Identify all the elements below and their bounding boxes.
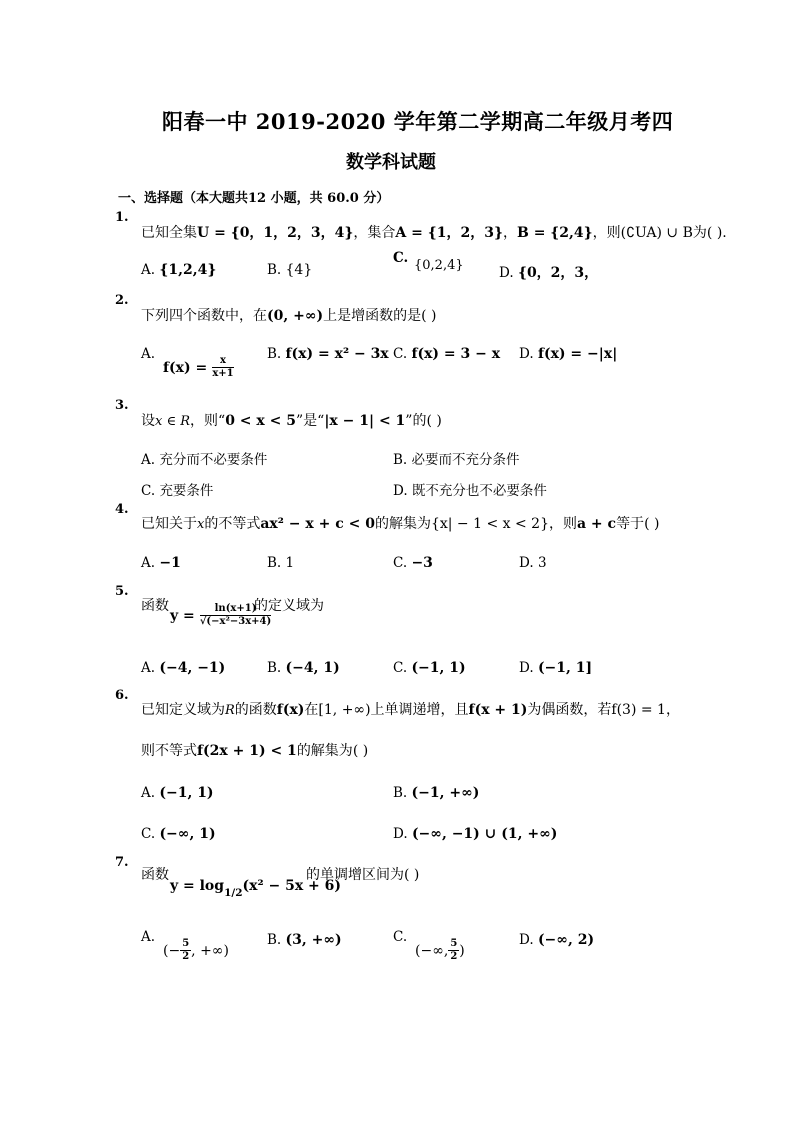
question-stem-tail [306, 864, 419, 884]
option-a-value [163, 939, 229, 962]
option-d [393, 826, 557, 842]
math-expression: B = {2,4} [516, 225, 593, 241]
stem-text: 的函数 [234, 702, 277, 718]
math-expression: ax² − x + c < 0 [260, 516, 375, 532]
math-expression: f(3) = 1 [611, 702, 666, 718]
option-label: B. [393, 785, 408, 801]
fraction-denominator: 2 [182, 951, 190, 962]
option-value: f(x) = x² − 3x [285, 346, 389, 362]
option-value: 必要而不充分条件 [411, 452, 520, 468]
math-expression: (− [163, 943, 181, 959]
option-label: C. [393, 555, 408, 571]
fraction [180, 939, 191, 962]
option-value: −1 [159, 555, 181, 571]
option-label: A. [141, 785, 156, 801]
option-label: A. [141, 555, 156, 571]
math-expression: (∁UA) ∪ B [620, 225, 693, 241]
stem-text: ， [502, 225, 517, 241]
math-expression: x [197, 517, 205, 532]
math-expression: |x − 1| < 1 [324, 413, 406, 429]
option-c [393, 346, 500, 362]
option-b [267, 932, 342, 948]
question-number: 2. [115, 293, 129, 308]
math-expression: a + c [576, 516, 617, 532]
stem-text: 设 [141, 413, 155, 429]
option-value: (−1, 1) [159, 785, 214, 801]
option-label: B. [267, 660, 282, 676]
option-b [267, 555, 294, 571]
option-value: {1,2,4} [159, 262, 217, 278]
option-c [393, 555, 433, 571]
option-label: D. [519, 346, 534, 362]
option-b [393, 448, 520, 468]
log-text: y = log [170, 878, 225, 894]
answer-paren: ( ). [706, 225, 727, 241]
fraction-numerator: 5 [450, 938, 458, 949]
stem-text: 函数 [141, 598, 169, 614]
option-c-value [415, 939, 465, 962]
stem-text: 的不等式 [204, 516, 261, 532]
stem-text: 已知关于 [141, 516, 197, 532]
option-value: {4} [285, 262, 313, 278]
option-b [267, 346, 389, 362]
math-expression: x ∈ R [155, 414, 191, 429]
option-a [141, 660, 225, 676]
math-expression: f(x) = [163, 360, 208, 376]
fraction-denominator: 2 [450, 951, 458, 962]
math-expression: , +∞) [191, 943, 229, 959]
stem-text: 上单调递增，且 [370, 702, 469, 718]
math-expression: f(2x + 1) < 1 [197, 743, 297, 759]
math-expression: [1, +∞) [318, 702, 371, 718]
question-stem [141, 513, 659, 533]
option-value: (−1, 1) [411, 660, 466, 676]
option-label: A. [141, 660, 156, 676]
option-label: B. [267, 555, 282, 571]
fraction [212, 356, 233, 379]
option-value: (−∞, −1) ∪ (1, +∞) [411, 826, 558, 842]
section-heading: 一、选择题（本大题共12 小题，共 60.0 分） [118, 191, 390, 206]
option-label: B. [267, 346, 282, 362]
answer-paren: ( ) [421, 308, 437, 324]
stem-text: 已知全集 [141, 225, 197, 241]
option-d [499, 262, 598, 282]
page-title: 阳春一中 2019-2020 学年第二学期高二年级月考四 [162, 109, 674, 134]
log-base: 1/2 [224, 887, 243, 899]
question-stem [141, 305, 437, 325]
option-value: 1 [285, 555, 295, 571]
option-label: D. [393, 483, 408, 499]
option-d [393, 479, 547, 499]
option-a [141, 448, 267, 468]
fraction-denominator: √(−x²−3x+4) [199, 616, 272, 627]
stem-text: 的解集为 [296, 743, 353, 759]
stem-text: ，则“ [190, 413, 226, 429]
option-label: D. [519, 555, 534, 571]
answer-paren: ( ) [352, 743, 369, 759]
question-number: 7. [115, 855, 129, 870]
stem-text: ，则 [548, 516, 577, 532]
stem-text: ”的 [405, 413, 427, 429]
option-label: A. [141, 262, 156, 278]
fraction-numerator: 5 [182, 938, 190, 949]
option-d [519, 555, 547, 571]
stem-text: 的单调增区间为 [306, 867, 404, 883]
option-b [393, 785, 479, 801]
stem-text: ”是“ [295, 413, 325, 429]
question-number: 3. [115, 398, 129, 413]
option-label: B. [267, 932, 282, 948]
math-expression: (−∞, [415, 943, 449, 959]
option-c [393, 660, 466, 676]
option-d [519, 346, 617, 362]
option-value: 既不充分也不必要条件 [411, 483, 547, 499]
option-value: f(x) = 3 − x [411, 346, 501, 362]
log-argument: (x² − 5x + 6) [242, 878, 342, 894]
option-label: D. [519, 660, 534, 676]
option-label: C. [141, 483, 156, 499]
option-c [141, 826, 216, 842]
math-expression: f(x) [276, 702, 305, 718]
option-c [141, 479, 213, 499]
option-b [267, 660, 340, 676]
option-value: (−∞, 1) [159, 826, 216, 842]
stem-text: ，集合 [353, 225, 396, 241]
option-a [141, 555, 181, 571]
option-value: 3 [537, 555, 547, 571]
math-expression: (0, +∞) [267, 308, 324, 324]
answer-paren: ( ) [644, 516, 660, 532]
option-value: (3, +∞) [285, 932, 342, 948]
stem-text: ， [665, 702, 680, 718]
option-value: −3 [411, 555, 433, 571]
math-expression: 0 < x < 5 [225, 413, 296, 429]
math-expression: R [225, 703, 235, 718]
math-expression: y = [170, 608, 195, 624]
question-number: 5. [115, 584, 129, 599]
option-label: C. [393, 346, 408, 362]
option-value: (−∞, 2) [537, 932, 595, 948]
math-expression: {x| − 1 < x < 2} [430, 516, 549, 532]
question-number: 6. [115, 688, 129, 703]
option-value: (−4, −1) [159, 660, 226, 676]
question-stem-line2 [141, 740, 368, 760]
math-expression: A = {1，2，3} [395, 225, 503, 241]
option-label: C. [141, 826, 156, 842]
stem-text: 的定义域为 [254, 598, 324, 614]
question-stem [141, 410, 442, 430]
option-label: B. [267, 262, 282, 278]
fraction [448, 939, 459, 962]
option-label: A. [141, 452, 156, 468]
option-a-label: A. [141, 929, 156, 945]
fraction-numerator: x [212, 356, 233, 368]
option-label: D. [519, 932, 534, 948]
question-number: 1. [115, 210, 129, 225]
math-expression: ) [459, 943, 465, 959]
option-c-label: C. [393, 250, 409, 266]
question-stem [141, 699, 680, 719]
option-value: (−4, 1) [285, 660, 340, 676]
option-a [141, 262, 216, 278]
question-stem [141, 222, 727, 242]
stem-text: 已知定义域为 [141, 702, 225, 718]
option-c-value: {0,2,4} [414, 258, 464, 273]
option-value: f(x) = −|x| [537, 346, 618, 362]
stem-text: 的解集为 [374, 516, 431, 532]
stem-text: 函数 [141, 867, 169, 883]
stem-text: 下列四个函数中，在 [141, 308, 267, 324]
fraction-denominator: x+1 [212, 368, 234, 379]
option-label: C. [393, 660, 408, 676]
stem-text: 则不等式 [141, 743, 197, 759]
stem-text: 等于 [616, 516, 645, 532]
stem-text: ，则 [592, 225, 621, 241]
option-c-label: C. [393, 929, 408, 945]
stem-text: 上是增函数的是 [323, 308, 422, 324]
option-b [267, 262, 312, 278]
option-a [141, 785, 214, 801]
option-label: D. [499, 265, 514, 281]
stem-text: 在 [304, 702, 319, 718]
option-value: 充分而不必要条件 [159, 452, 268, 468]
math-expression: U = {0，1，2，3，4} [197, 225, 354, 241]
option-d [519, 660, 592, 676]
fraction-numerator: ln(x+1) [200, 604, 271, 616]
option-value: (−1, +∞) [411, 785, 480, 801]
math-expression: f(x + 1) [468, 702, 528, 718]
option-d [519, 932, 594, 948]
answer-paren: ( ) [404, 867, 420, 883]
question-number: 4. [115, 502, 129, 517]
option-a-label: A. [141, 346, 156, 362]
option-label: D. [393, 826, 408, 842]
answer-paren: ( ) [426, 413, 442, 429]
page-subtitle: 数学科试题 [346, 152, 436, 173]
option-value: {0，2，3， [517, 265, 599, 281]
option-value: 充要条件 [159, 483, 214, 499]
stem-text: 为偶函数，若 [527, 702, 612, 718]
stem-text: 为 [692, 225, 707, 241]
option-value: (−1, 1] [537, 660, 593, 676]
option-a-value [163, 356, 234, 379]
option-label: B. [393, 452, 408, 468]
